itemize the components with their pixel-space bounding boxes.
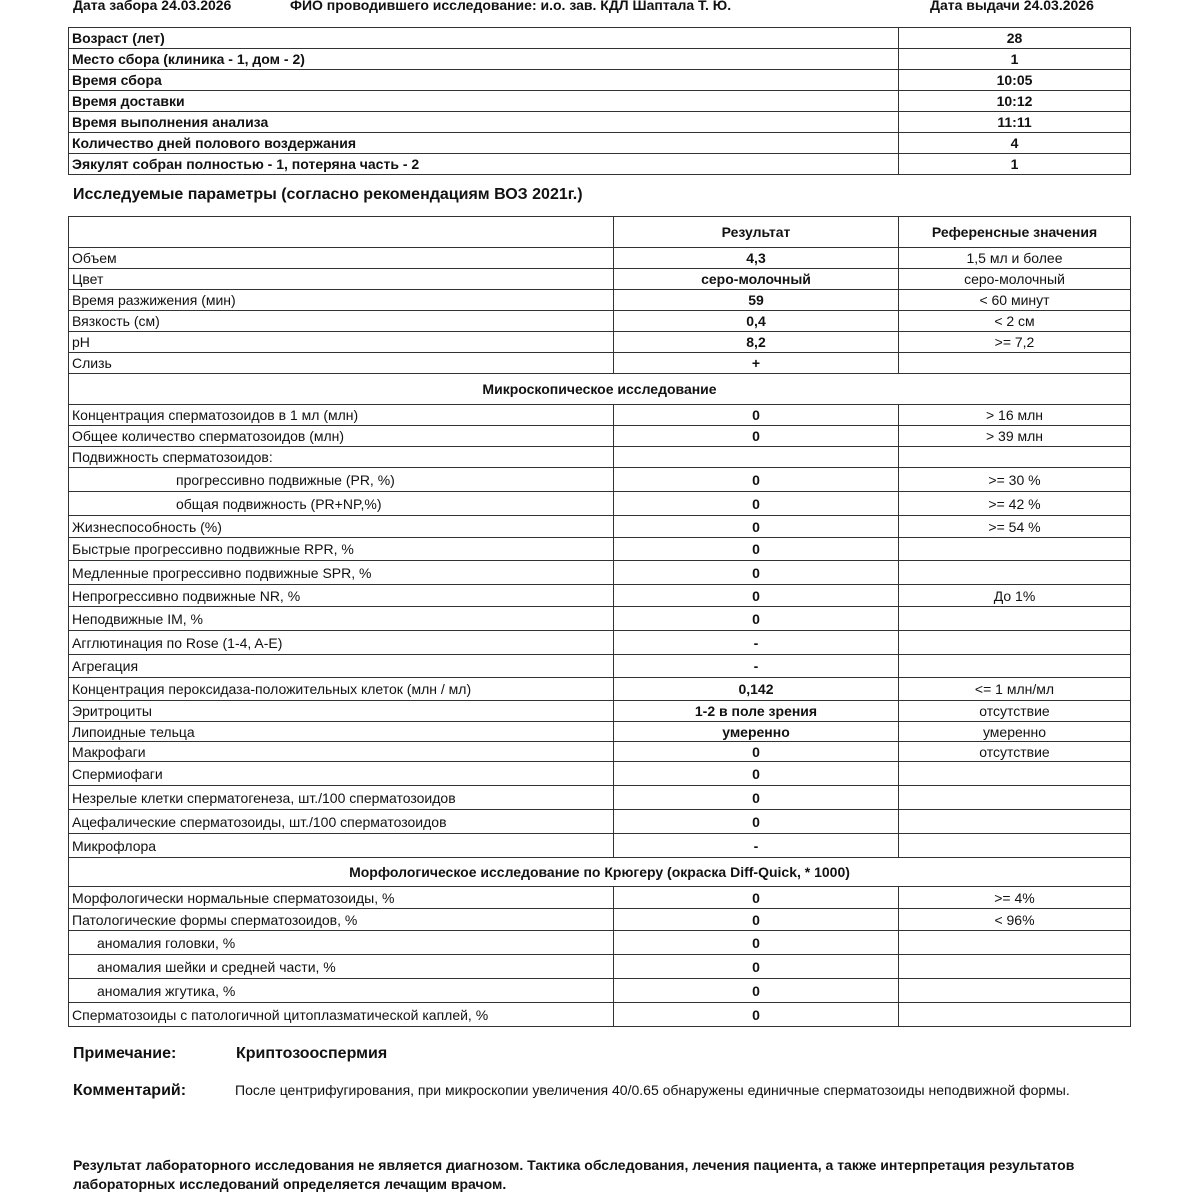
column-reference: Референсные значения xyxy=(899,217,1131,248)
param-ref: >= 54 % xyxy=(899,516,1131,538)
param-ref: > 16 млн xyxy=(899,405,1131,426)
param-label: Подвижность сперматозоидов: xyxy=(69,447,614,468)
header-row xyxy=(69,217,1131,248)
comment-text: После центрифугирования, при микроскопии увеличения 40/0.65 обнаружены единичные сперматозоиды неподвижной формы. xyxy=(235,1082,1070,1098)
table-row xyxy=(69,585,1131,607)
param-ref xyxy=(899,447,1131,468)
param-result: 4,3 xyxy=(614,248,899,269)
table-row xyxy=(69,154,1131,175)
param-label: Сперматозоиды с патологичной цитоплазматической каплей, % xyxy=(69,1003,614,1027)
comment-label: Комментарий: xyxy=(73,1082,187,1099)
param-result: 59 xyxy=(614,290,899,311)
param-label: Микрофлора xyxy=(69,834,614,858)
table-row xyxy=(69,722,1131,742)
param-result: 0,142 xyxy=(614,678,899,701)
param-result: 1-2 в поле зрения xyxy=(614,701,899,722)
table-row xyxy=(69,909,1131,931)
param-result: 0 xyxy=(614,607,899,631)
param-result: 0 xyxy=(614,931,899,955)
collection-date: Дата забора 24.03.2026 xyxy=(73,0,232,13)
param-ref xyxy=(899,834,1131,858)
param-result: 0 xyxy=(614,405,899,426)
table-row xyxy=(69,492,1131,516)
note-label: Примечание: xyxy=(73,1045,177,1062)
param-ref: <= 1 млн/мл xyxy=(899,678,1131,701)
param-label: Ацефалические сперматозоиды, шт./100 сперматозоидов xyxy=(69,810,614,834)
param-result: 0 xyxy=(614,516,899,538)
param-result: 0 xyxy=(614,585,899,607)
param-label: Агрегация xyxy=(69,655,614,678)
param-result: + xyxy=(614,353,899,374)
table-row xyxy=(69,701,1131,722)
param-result: 0 xyxy=(614,810,899,834)
info-label: Время сбора xyxy=(69,70,899,91)
param-label: Цвет xyxy=(69,269,614,290)
table-row xyxy=(69,979,1131,1003)
param-result: 0 xyxy=(614,742,899,762)
column-result: Результат xyxy=(614,217,899,248)
param-result: 0 xyxy=(614,762,899,786)
param-result: 0 xyxy=(614,1003,899,1027)
param-label: Жизнеспособность (%) xyxy=(69,516,614,538)
param-label: Объем xyxy=(69,248,614,269)
param-result: умеренно xyxy=(614,722,899,742)
param-label: общая подвижность (PR+NP,%) xyxy=(69,492,614,516)
table-row xyxy=(69,762,1131,786)
param-ref xyxy=(899,1003,1131,1027)
param-label: Медленные прогрессивно подвижные SPR, % xyxy=(69,561,614,585)
issue-date: Дата выдачи 24.03.2026 xyxy=(930,0,1094,13)
table-row xyxy=(69,678,1131,701)
params-title: Исследуемые параметры (согласно рекомендациям ВОЗ 2021г.) xyxy=(73,186,583,203)
param-ref xyxy=(899,538,1131,561)
param-label: pH xyxy=(69,332,614,353)
param-result: 0 xyxy=(614,887,899,909)
table-row xyxy=(69,786,1131,810)
param-result: - xyxy=(614,834,899,858)
table-row xyxy=(69,112,1131,133)
table-row xyxy=(69,269,1131,290)
param-ref xyxy=(899,955,1131,979)
param-label: Неподвижные IM, % xyxy=(69,607,614,631)
table-row xyxy=(69,631,1131,655)
note-value: Криптозооспермия xyxy=(236,1045,388,1062)
param-ref: >= 4% xyxy=(899,887,1131,909)
info-value: 10:12 xyxy=(899,91,1131,112)
param-label: прогрессивно подвижные (PR, %) xyxy=(69,468,614,492)
params-table xyxy=(68,216,1131,1027)
param-result xyxy=(614,447,899,468)
table-row xyxy=(69,353,1131,374)
table-row xyxy=(69,538,1131,561)
param-result: - xyxy=(614,631,899,655)
table-row xyxy=(69,405,1131,426)
param-ref: отсутствие xyxy=(899,742,1131,762)
param-ref: серо-молочный xyxy=(899,269,1131,290)
param-ref: >= 30 % xyxy=(899,468,1131,492)
param-ref: >= 42 % xyxy=(899,492,1131,516)
param-ref xyxy=(899,762,1131,786)
table-row xyxy=(69,931,1131,955)
param-label: Липоидные тельца xyxy=(69,722,614,742)
param-ref: < 96% xyxy=(899,909,1131,931)
param-label: Патологические формы сперматозоидов, % xyxy=(69,909,614,931)
param-ref xyxy=(899,931,1131,955)
section-row xyxy=(69,374,1131,405)
info-label: Эякулят собран полностью - 1, потеряна часть - 2 xyxy=(69,154,899,175)
info-value: 10:05 xyxy=(899,70,1131,91)
info-label: Место сбора (клиника - 1, дом - 2) xyxy=(69,49,899,70)
param-label: Время разжижения (мин) xyxy=(69,290,614,311)
table-row xyxy=(69,133,1131,154)
param-label: Быстрые прогрессивно подвижные RPR, % xyxy=(69,538,614,561)
table-row xyxy=(69,311,1131,332)
disclaimer: Результат лабораторного исследования не является диагнозом. Тактика обследования, лечения пациента, а также интерпретация результатов лабораторных исследований определяется лечащим врачом. xyxy=(73,1157,1075,1192)
param-result: 0 xyxy=(614,492,899,516)
table-row xyxy=(69,516,1131,538)
conducted-by: ФИО проводившего исследование: и.о. зав. КДЛ Шаптала Т. Ю. xyxy=(290,0,732,13)
table-row xyxy=(69,70,1131,91)
param-ref xyxy=(899,561,1131,585)
param-ref: >= 7,2 xyxy=(899,332,1131,353)
param-label: Незрелые клетки сперматогенеза, шт./100 сперматозоидов xyxy=(69,786,614,810)
param-label: Концентрация сперматозоидов в 1 мл (млн) xyxy=(69,405,614,426)
param-label: Эритроциты xyxy=(69,701,614,722)
param-ref: отсутствие xyxy=(899,701,1131,722)
param-ref xyxy=(899,979,1131,1003)
table-row xyxy=(69,290,1131,311)
param-result: 0,4 xyxy=(614,311,899,332)
table-row xyxy=(69,28,1131,49)
param-result: 0 xyxy=(614,786,899,810)
param-result: 0 xyxy=(614,909,899,931)
info-value: 28 xyxy=(899,28,1131,49)
param-label: аномалия жгутика, % xyxy=(69,979,614,1003)
param-ref: < 60 минут xyxy=(899,290,1131,311)
table-row xyxy=(69,49,1131,70)
info-label: Время выполнения анализа xyxy=(69,112,899,133)
param-label: Концентрация пероксидаза-положительных клеток (млн / мл) xyxy=(69,678,614,701)
table-row xyxy=(69,887,1131,909)
table-row xyxy=(69,742,1131,762)
param-label: Непрогрессивно подвижные NR, % xyxy=(69,585,614,607)
table-row xyxy=(69,248,1131,269)
param-ref: умеренно xyxy=(899,722,1131,742)
info-value: 1 xyxy=(899,49,1131,70)
table-row xyxy=(69,955,1131,979)
param-label: Агглютинация по Rose (1-4, A-E) xyxy=(69,631,614,655)
param-label: Слизь xyxy=(69,353,614,374)
param-label: Спермиофаги xyxy=(69,762,614,786)
table-row xyxy=(69,426,1131,447)
param-result: 0 xyxy=(614,561,899,585)
header-empty xyxy=(69,217,614,248)
param-result: 0 xyxy=(614,468,899,492)
param-result: 8,2 xyxy=(614,332,899,353)
param-ref xyxy=(899,607,1131,631)
table-row xyxy=(69,810,1131,834)
param-ref xyxy=(899,786,1131,810)
info-value: 4 xyxy=(899,133,1131,154)
table-row xyxy=(69,1003,1131,1027)
param-result: 0 xyxy=(614,979,899,1003)
param-ref: < 2 см xyxy=(899,311,1131,332)
param-ref xyxy=(899,655,1131,678)
table-row xyxy=(69,468,1131,492)
param-result: 0 xyxy=(614,955,899,979)
param-ref: До 1% xyxy=(899,585,1131,607)
param-ref: 1,5 мл и более xyxy=(899,248,1131,269)
info-table xyxy=(68,27,1131,175)
param-ref xyxy=(899,631,1131,655)
section-microscopy: Микроскопическое исследование xyxy=(69,374,1131,405)
table-row xyxy=(69,607,1131,631)
table-row xyxy=(69,91,1131,112)
table-row xyxy=(69,834,1131,858)
param-result: 0 xyxy=(614,426,899,447)
param-label: Вязкость (см) xyxy=(69,311,614,332)
table-row xyxy=(69,447,1131,468)
info-label: Количество дней полового воздержания xyxy=(69,133,899,154)
param-label: Общее количество сперматозоидов (млн) xyxy=(69,426,614,447)
info-label: Время доставки xyxy=(69,91,899,112)
section-morphology: Морфологическое исследование по Крюгеру (окраска Diff-Quick, * 1000) xyxy=(69,858,1131,887)
param-label: аномалия шейки и средней части, % xyxy=(69,955,614,979)
table-row xyxy=(69,561,1131,585)
table-row xyxy=(69,332,1131,353)
section-row xyxy=(69,858,1131,887)
param-result: серо-молочный xyxy=(614,269,899,290)
param-result: - xyxy=(614,655,899,678)
param-label: Морфологически нормальные сперматозоиды, % xyxy=(69,887,614,909)
param-label: Макрофаги xyxy=(69,742,614,762)
info-value: 11:11 xyxy=(899,112,1131,133)
info-value: 1 xyxy=(899,154,1131,175)
param-label: аномалия головки, % xyxy=(69,931,614,955)
param-ref xyxy=(899,810,1131,834)
param-result: 0 xyxy=(614,538,899,561)
table-row xyxy=(69,655,1131,678)
info-label: Возраст (лет) xyxy=(69,28,899,49)
param-ref xyxy=(899,353,1131,374)
param-ref: > 39 млн xyxy=(899,426,1131,447)
